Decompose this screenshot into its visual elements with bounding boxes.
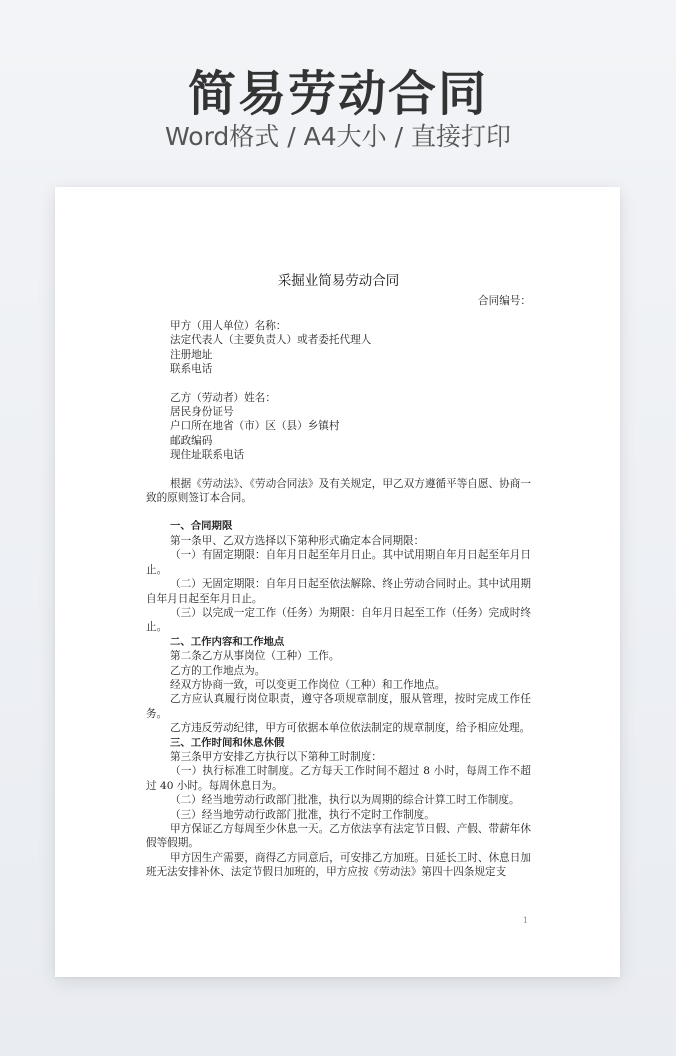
party-b-postcode: 邮政编码 <box>170 434 213 447</box>
section-paragraph: 甲方因生产需要，商得乙方同意后，可安排乙方加班。日延长工时、休息日加班无法安排补休、法定节假日加班的，甲方应按《劳动法》第四十四条规定支 <box>146 851 531 879</box>
party-b-address-phone: 现住址联系电话 <box>170 449 245 462</box>
section-paragraph: （一）执行标准工时制度。乙方每天工作时间不超过 8 小时，每周工作不超过 40 小时。每周休息日为。 <box>146 765 531 792</box>
party-b-id-number: 居民身份证号 <box>170 406 234 419</box>
spacer <box>146 505 531 519</box>
section-paragraph: 第三条甲方安排乙方执行以下第种工时制度： <box>170 750 382 763</box>
page-number: 1 <box>522 916 528 925</box>
section-paragraph: 乙方的工作地点为。 <box>170 664 266 677</box>
section-paragraph: （一）有固定期限：自年月日起至年月日止。其中试用期自年月日起至年月日止。 <box>146 549 531 576</box>
party-b-name: 乙方（劳动者）姓名： <box>170 391 276 404</box>
document-body <box>146 271 531 880</box>
section-paragraph: （三）经当地劳动行政部门批准，执行不定时工作制度。 <box>170 808 435 821</box>
spacer <box>146 463 531 477</box>
party-b-household: 户口所在地省（市）区（县）乡镇村 <box>170 420 340 433</box>
party-a-representative: 法定代表人（主要负责人）或者委托代理人 <box>170 334 372 347</box>
section-paragraph: 第一条甲、乙双方选择以下第种形式确定本合同期限： <box>170 534 425 547</box>
section-paragraph: 甲方保证乙方每周至少休息一天。乙方依法享有法定节日假、产假、带薪年休假等假期。 <box>146 823 531 850</box>
contract-number-label: 合同编号： <box>478 295 531 307</box>
section-heading: 二、工作内容和工作地点 <box>170 635 285 648</box>
section-heading: 三、工作时间和休息休假 <box>170 736 285 749</box>
party-a-block <box>146 319 531 377</box>
hero-subtitle: Word格式 / A4大小 / 直接打印 <box>165 122 511 151</box>
party-a-name: 甲方（用人单位）名称： <box>170 320 287 332</box>
intro-paragraph: 根据《劳动法》、《劳动合同法》及有关规定，甲乙双方遵循平等自愿、协商一致的原则签订本合同。 <box>146 477 531 505</box>
section-work-content <box>146 635 531 736</box>
section-work-hours <box>146 736 531 880</box>
section-paragraph: （三）以完成一定工作（任务）为期限：自年月日起至工作（任务）完成时终止。 <box>146 606 531 634</box>
section-paragraph: 乙方违反劳动纪律，甲方可依据本单位依法制定的规章制度，给予相应处理。 <box>170 722 531 735</box>
section-paragraph: 第二条乙方从事岗位（工种）工作。 <box>170 650 340 663</box>
party-b-block <box>146 391 531 463</box>
section-paragraph: （二）经当地劳动行政部门批准，执行以为周期的综合计算工时工作制度。 <box>170 794 520 807</box>
section-paragraph: （二）无固定期限：自年月日起至依法解除、终止劳动合同时止。其中试用期自年月日起至年月日止。 <box>146 578 531 605</box>
section-contract-term <box>146 519 531 634</box>
document-title: 采掘业简易劳动合同 <box>277 273 400 289</box>
spacer <box>146 377 531 391</box>
party-a-phone: 联系电话 <box>170 363 213 376</box>
section-paragraph: 经双方协商一致，可以变更工作岗位（工种）和工作地点。 <box>170 678 446 691</box>
document-page <box>55 187 620 977</box>
section-heading: 一、合同期限 <box>170 520 233 533</box>
section-paragraph: 乙方应认真履行岗位职责，遵守各项规章制度，服从管理，按时完成工作任务。 <box>146 693 531 720</box>
hero-title: 简易劳动合同 <box>187 66 488 122</box>
party-a-address: 注册地址 <box>170 348 213 361</box>
